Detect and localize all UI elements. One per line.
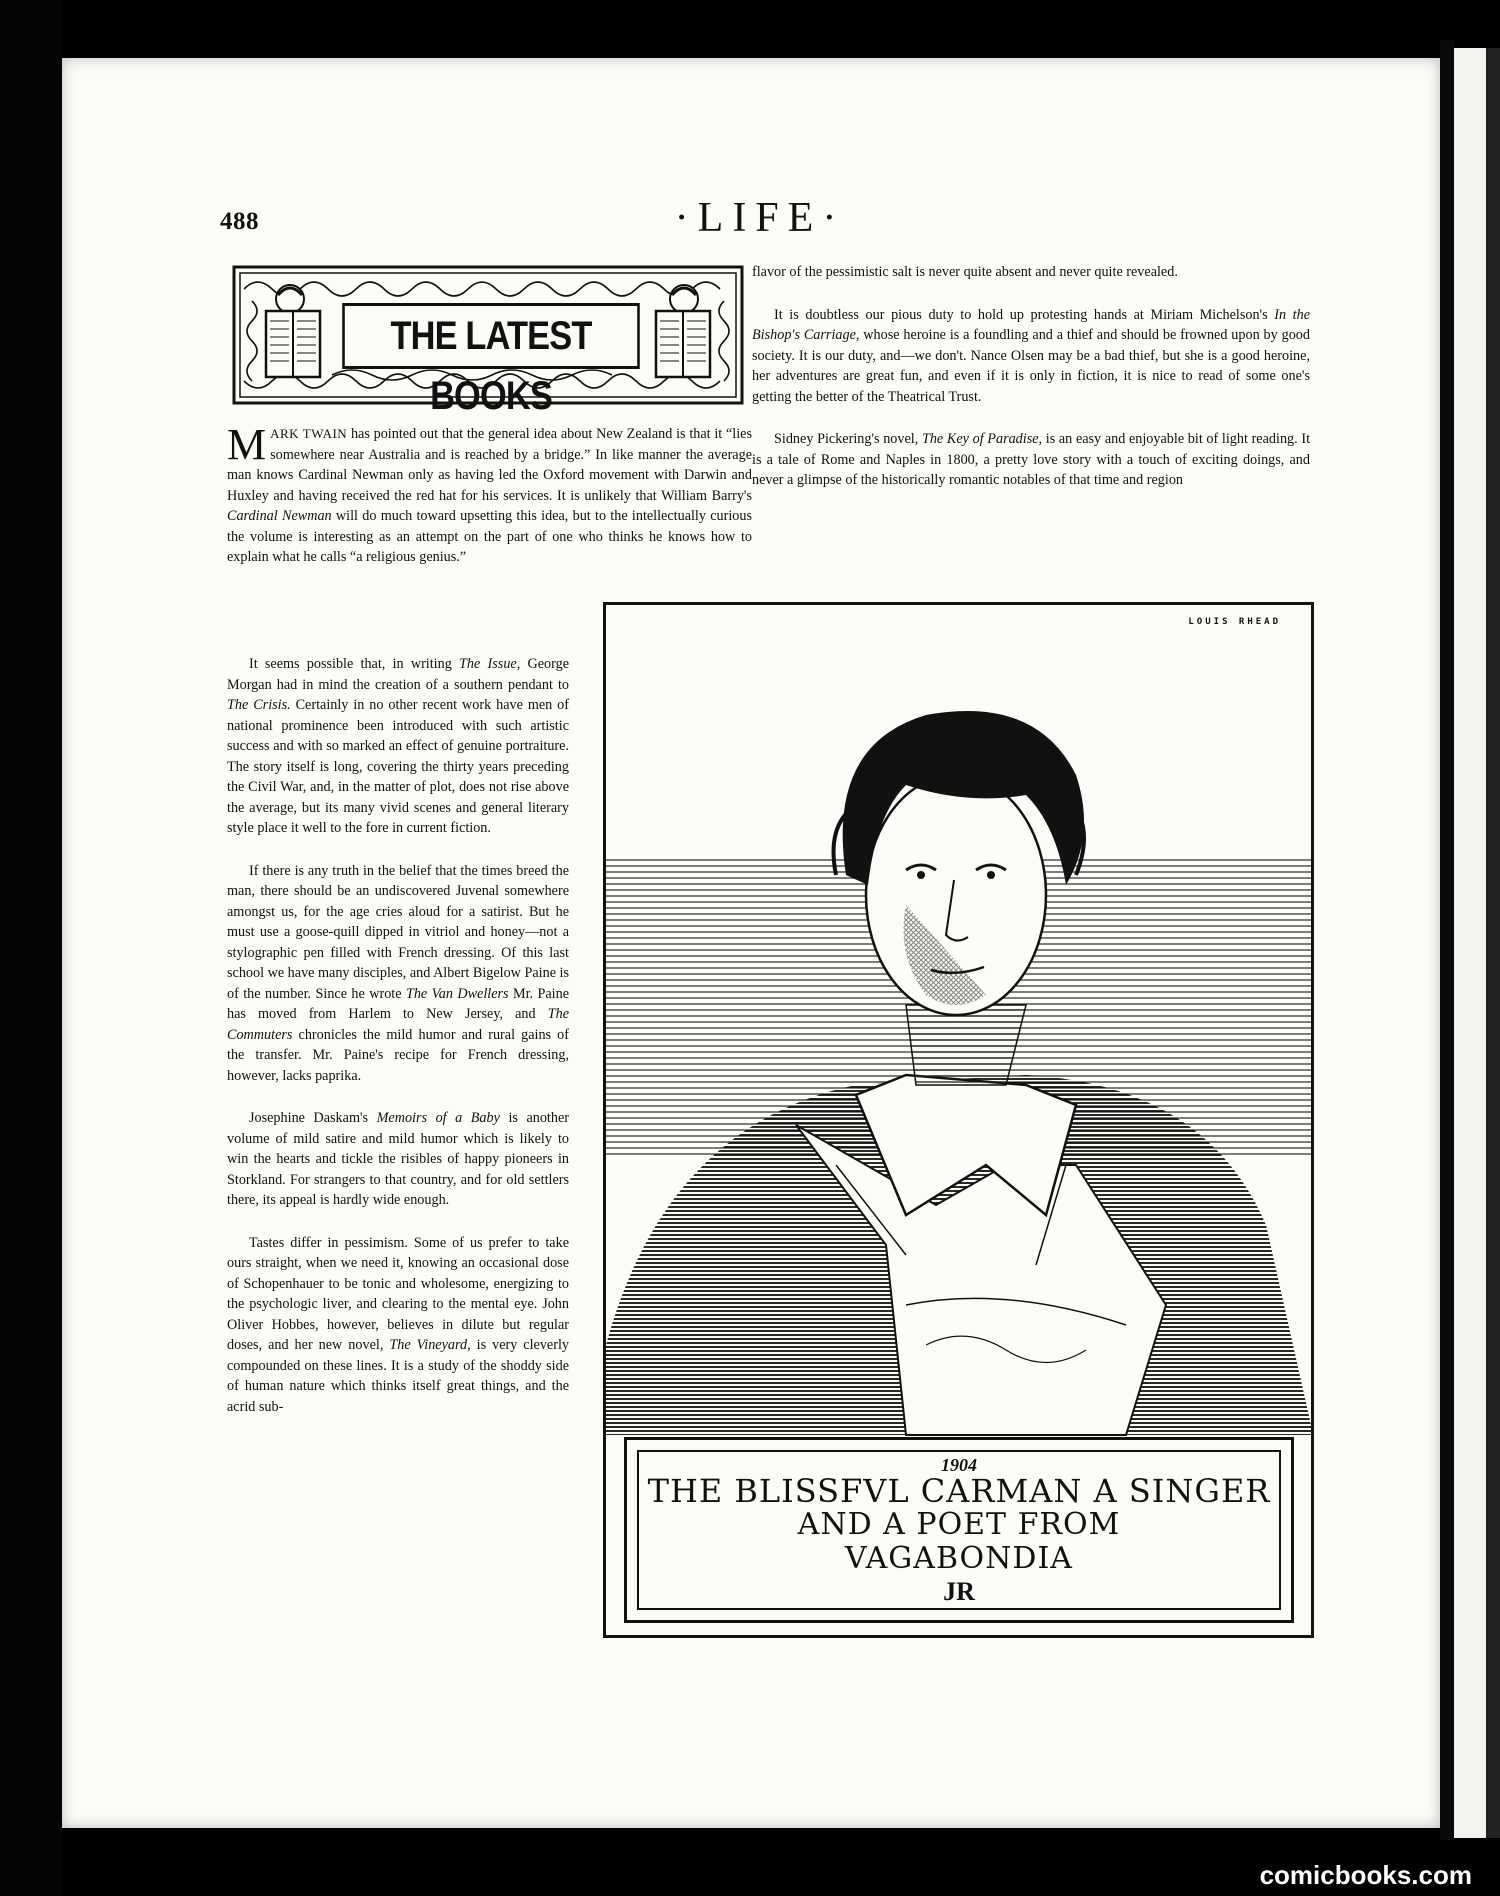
paragraph-key-of-paradise: Sidney Pickering's novel, The Key of Paradise, is an easy and enjoyable bit of light reading. It is a tale of Rome and Naples in 1800, a pretty love story with a touch of exciting doings, and never a glimpse of the historically romantic notables of that time and region	[752, 431, 1311, 488]
left-column	[227, 654, 569, 1417]
paragraph-the-issue: It seems possible that, in writing The Issue, George Morgan had in mind the creation of a southern pendant to The Crisis. Certainly in no other recent work have men of national prominence been introduced with such artistic success and with so marked an effect of genuine portraiture. The story itself is long, covering the thirty years preceding the Civil War, and, in the matter of plot, does not rise above the average, but its many vivid scenes and general literary style place it well to the fore in current fiction.	[227, 656, 569, 836]
intro-paragraph: MARK TWAIN has pointed out that the general idea about New Zealand is that it “lies somewhere near Australia and is reached by a bridge.” In like manner the average man knows Cardinal Newman only as having led the Oxford movement with Darwin and Huxley and having received the red hat for his services. It is unlikely that William Barry's Cardinal Newman will do much toward upsetting this idea, but to the intellectually curious the volume is interesting as an attempt on the part of one who thinks he knows how to explain what he calls “a religious genius.”	[227, 420, 752, 565]
paragraph-memoirs-of-a-baby: Josephine Daskam's Memoirs of a Baby is another volume of mild satire and mild humor which is likely to win the hearts and tickle the risibles of happy pioneers in Storkland. For strangers to that country, and for old settlers there, its appeal is hardly wide enough.	[227, 1110, 569, 1208]
artist-signature: LOUIS RHEAD	[1188, 617, 1281, 627]
masthead: ·LIFE·	[674, 195, 846, 241]
facing-page-shadow	[1486, 48, 1500, 1838]
section-title: THE LATEST BOOKS	[342, 303, 640, 369]
drop-cap: M	[227, 420, 267, 469]
scan-border	[0, 0, 62, 1896]
intro-lead: ARK TWAIN	[270, 426, 348, 441]
paragraph-pessimism: Tastes differ in pessimism. Some of us prefer to take ours straight, when we need it, knowing an occasional dose of Schopenhauer to be tonic and wholesome, energizing to the psychologic liver, and clearing to the mental eye. John Oliver Hobbes, however, believes in dilute but regular doses, and her new novel, The Vineyard, is very cleverly compounded on these lines. It is a study of the shoddy side of human nature which thinks itself great things, and the acrid sub-	[227, 1234, 569, 1415]
paragraph-bishops-carriage: It is doubtless our pious duty to hold up protesting hands at Miriam Michelson's In the Bishop's Carriage, whose heroine is a foundling and a thief and should be frowned upon by good society. It is our duty, and—we don't. Nance Olsen may be a bad thief, but she is a good heroine, her adventures are great fun, and even if it is only in fiction, it is nice to read of some one's getting the better of the Theatrical Trust.	[752, 306, 1310, 405]
site-watermark: comicbooks.com	[1259, 1860, 1472, 1890]
caption-monogram: JR	[943, 1577, 975, 1606]
caption-line-2: AND A POET FROM	[797, 1507, 1121, 1542]
portrait-illustration	[603, 602, 1314, 1638]
book-gutter	[1440, 40, 1454, 1840]
caption-year: 1904	[941, 1455, 977, 1475]
illustration-caption	[624, 1437, 1294, 1623]
caption-line-1: THE BLISSFVL CARMAN A SINGER	[647, 1472, 1271, 1510]
right-column	[752, 262, 1310, 491]
paragraph-continued: flavor of the pessimistic salt is never quite absent and never quite revealed.	[752, 264, 1178, 280]
paragraph-satire: If there is any truth in the belief that the times breed the man, there should be an undiscovered Juvenal somewhere amongst us, for the age cries aloud for a satirist. But he must use a goose-quill dipped in vitriol and honey—not a stylographic pen filled with French dressing. Of this last school we have many disciples, and Albert Bigelow Paine is of the number. Since he wrote The Van Dwellers Mr. Paine has moved from Harlem to New Jersey, and The Commuters chronicles the mild humor and rural gains of the transfer. Mr. Paine's recipe for French dressing, however, lacks paprika.	[227, 862, 570, 1084]
page-number: 488	[220, 208, 259, 235]
section-heading-ornament	[232, 265, 744, 418]
caption-line-3: VAGABONDIA	[845, 1541, 1073, 1576]
